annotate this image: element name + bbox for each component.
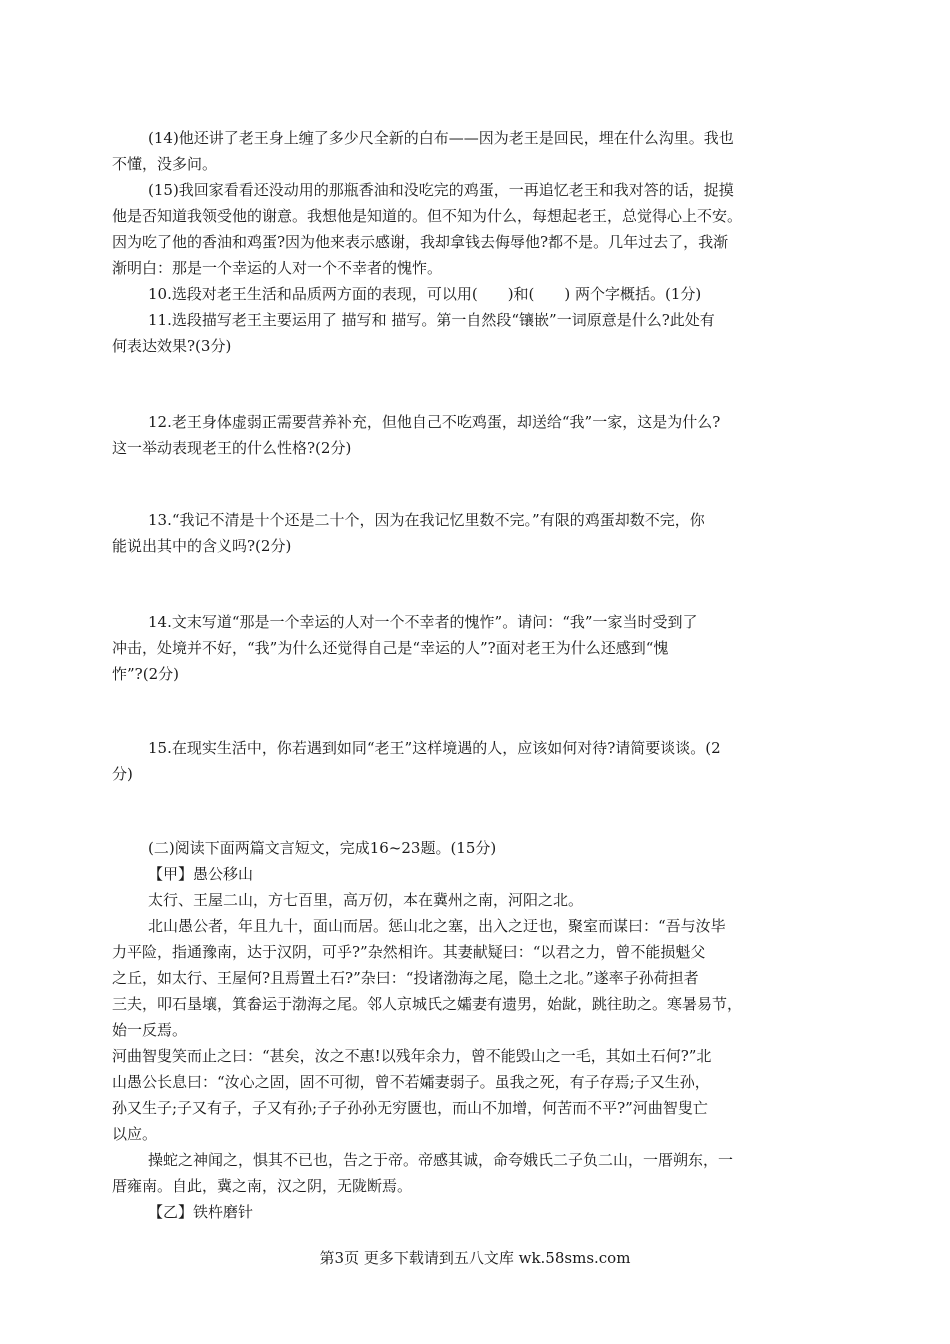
text-line: 分) — [112, 765, 133, 783]
text-line: 孙又生子;子又有子，子又有孙;子子孙孙无穷匮也，而山不加增，何苦而不平?”河曲智叟亡 — [112, 1099, 708, 1117]
text-line: 怍”?(2分) — [112, 665, 179, 683]
question-13: 13.“我记不清是十个还是二十个，因为在我记忆里数不完。”有限的鸡蛋却数不完，你 — [148, 511, 705, 529]
text-line: 三夫，叩石垦壤，箕畚运于渤海之尾。邻人京城氏之孀妻有遗男，始龀，跳往助之。寒暑易节， — [112, 995, 743, 1013]
text-line: 这一举动表现老王的什么性格?(2分) — [112, 439, 352, 457]
text-line: 始一反焉。 — [112, 1021, 188, 1039]
page-footer: 第3页 更多下载请到五八文库 wk.58sms.com — [319, 1249, 631, 1267]
text-line: 操蛇之神闻之，惧其不已也，告之于帝。帝感其诚，命夸娥氏二子负二山，一厝朔东，一 — [148, 1151, 734, 1169]
question-10: 10.选段对老王生活和品质两方面的表现，可以用( )和( ) 两个字概括。(1分) — [148, 285, 702, 303]
passage-b-title: 【乙】铁杵磨针 — [148, 1203, 254, 1221]
question-15: 15.在现实生活中，你若遇到如同“老王”这样境遇的人，应该如何对待?请简要谈谈。(2 — [148, 739, 721, 757]
question-11: 11.选段描写老王主要运用了 描写和 描写。第一自然段“镶嵌”一词原意是什么?此处有 — [148, 311, 715, 329]
question-12: 12.老王身体虚弱正需要营养补充，但他自己不吃鸡蛋，却送给“我”一家，这是为什么? — [148, 413, 721, 431]
text-line: 渐明白：那是一个幸运的人对一个不幸者的愧怍。 — [112, 259, 443, 277]
text-line: 何表达效果?(3分) — [112, 337, 232, 355]
text-line: (15)我回家看看还没动用的那瓶香油和没吃完的鸡蛋，一再追忆老王和我对答的话，捉摸 — [148, 181, 734, 199]
text-line: 能说出其中的含义吗?(2分) — [112, 537, 292, 555]
text-line: 河曲智叟笑而止之曰：“甚矣，汝之不惠!以残年余力，曾不能毁山之一毛，其如土石何?”北 — [112, 1047, 712, 1065]
text-line: 山愚公长息曰：“汝心之固，固不可彻，曾不若孀妻弱子。虽我之死，有子存焉;子又生孙， — [112, 1073, 710, 1091]
text-line: 北山愚公者，年且九十，面山而居。惩山北之塞，出入之迂也，聚室而谋曰：“吾与汝毕 — [148, 917, 726, 935]
section-heading: (二)阅读下面两篇文言短文，完成16~23题。(15分) — [148, 839, 497, 857]
text-line: 冲击，处境并不好，“我”为什么还觉得自己是“幸运的人”?面对老王为什么还感到“愧 — [112, 639, 669, 657]
text-line: 他是否知道我领受他的谢意。我想他是知道的。但不知为什么，每想起老王，总觉得心上不安。 — [112, 207, 743, 225]
text-line: 太行、王屋二山，方七百里，高万仞，本在冀州之南，河阳之北。 — [148, 891, 584, 909]
text-line: 厝雍南。自此，冀之南，汉之阴，无陇断焉。 — [112, 1177, 413, 1195]
text-line: (14)他还讲了老王身上缠了多少尺全新的白布——因为老王是回民，埋在什么沟里。我也 — [148, 129, 734, 147]
text-line: 之丘，如太行、王屋何?且焉置土石?”杂曰：“投诸渤海之尾，隐土之北。”遂率子孙荷担者 — [112, 969, 699, 987]
text-line: 因为吃了他的香油和鸡蛋?因为他来表示感谢，我却拿钱去侮辱他?都不是。几年过去了，我渐 — [112, 233, 729, 251]
text-line: 力平险，指通豫南，达于汉阴，可乎?”杂然相许。其妻献疑曰：“以君之力，曾不能损魁父 — [112, 943, 706, 961]
text-line: 以应。 — [112, 1125, 158, 1143]
text-line: 不懂，没多问。 — [112, 155, 218, 173]
passage-a-title: 【甲】愚公移山 — [148, 865, 254, 883]
question-14: 14.文末写道“那是一个幸运的人对一个不幸者的愧怍”。请问：“我”一家当时受到了 — [148, 613, 698, 631]
